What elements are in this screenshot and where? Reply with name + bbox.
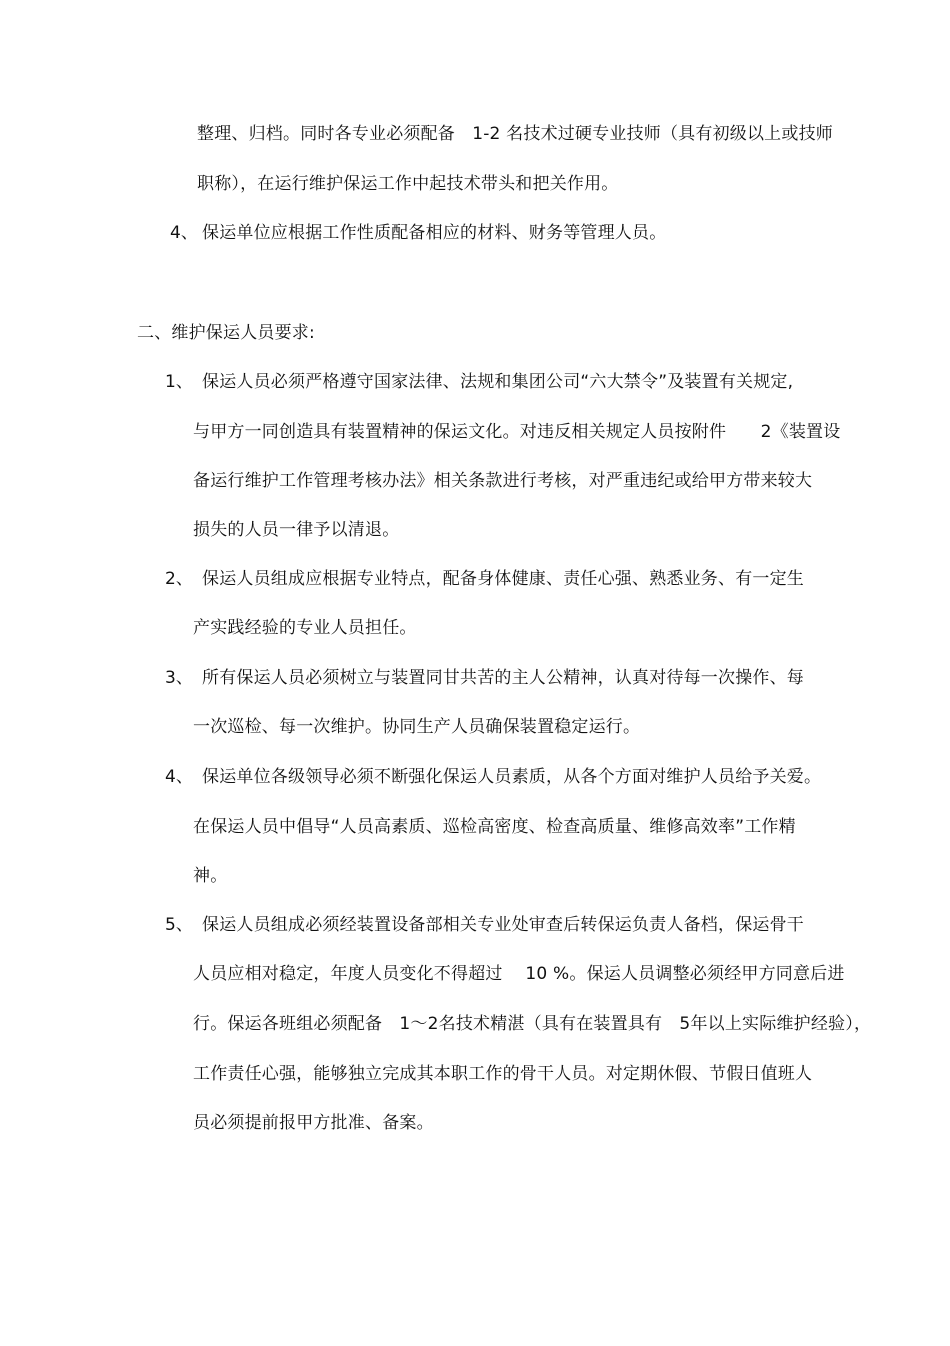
list-item-text: 保运单位应根据工作性质配备相应的材料、财务等管理人员。 <box>202 223 667 243</box>
list-item-text: 产实践经验的专业人员担任。 <box>193 618 417 638</box>
list-item-number: 4、 <box>165 767 193 787</box>
list-item-text: 人员应相对稳定，年度人员变化不得超过 10 %。保运人员调整必须经甲方同意后进 <box>193 964 845 984</box>
list-item-text: 神。 <box>193 866 228 886</box>
list-item-number: 3、 <box>165 668 193 688</box>
list-item-text: 行。保运各班组必须配备 1～2名技术精湛（具有在装置具有 5年以上实际维护经验）， <box>193 1014 872 1034</box>
list-item-number: 4、 <box>170 223 198 243</box>
list-item-text: 所有保运人员必须树立与装置同甘共苦的主人公精神，认真对待每一次操作、每 <box>202 668 804 688</box>
list-item-text: 一次巡检、每一次维护。协同生产人员确保装置稳定运行。 <box>193 717 641 737</box>
list-item-number: 1、 <box>165 372 193 392</box>
list-item-text: 保运单位各级领导必须不断强化保运人员素质，从各个方面对维护人员给予关爱。 <box>202 767 822 787</box>
list-item-number: 5、 <box>165 915 193 935</box>
list-item-text: 工作责任心强，能够独立完成其本职工作的骨干人员。对定期休假、节假日值班人 <box>193 1064 813 1084</box>
list-item-text: 员必须提前报甲方批准、备案。 <box>193 1113 434 1133</box>
list-item-text: 损失的人员一律予以清退。 <box>193 520 400 540</box>
intro-line-1: 整理、归档。同时各专业必须配备 1-2 名技术过硬专业技师（具有初级以上或技师 <box>197 124 833 144</box>
list-item-text: 保运人员必须严格遵守国家法律、法规和集团公司“六大禁令”及装置有关规定, <box>202 372 794 392</box>
list-item-number: 2、 <box>165 569 193 589</box>
section-title: 二、维护保运人员要求: <box>137 323 315 343</box>
intro-line-2: 职称），在运行维护保运工作中起技术带头和把关作用。 <box>197 174 619 194</box>
list-item-text: 保运人员组成应根据专业特点，配备身体健康、责任心强、熟悉业务、有一定生 <box>202 569 804 589</box>
list-item-text: 保运人员组成必须经装置设备部相关专业处审查后转保运负责人备档，保运骨干 <box>202 915 804 935</box>
list-item-text: 在保运人员中倡导“人员高素质、巡检高密度、检查高质量、维修高效率”工作精 <box>193 817 796 837</box>
list-item-text: 与甲方一同创造具有装置精神的保运文化。对违反相关规定人员按附件 2《装置设 <box>193 422 841 442</box>
list-item-text: 备运行维护工作管理考核办法》相关条款进行考核，对严重违纪或给甲方带来较大 <box>193 471 813 491</box>
